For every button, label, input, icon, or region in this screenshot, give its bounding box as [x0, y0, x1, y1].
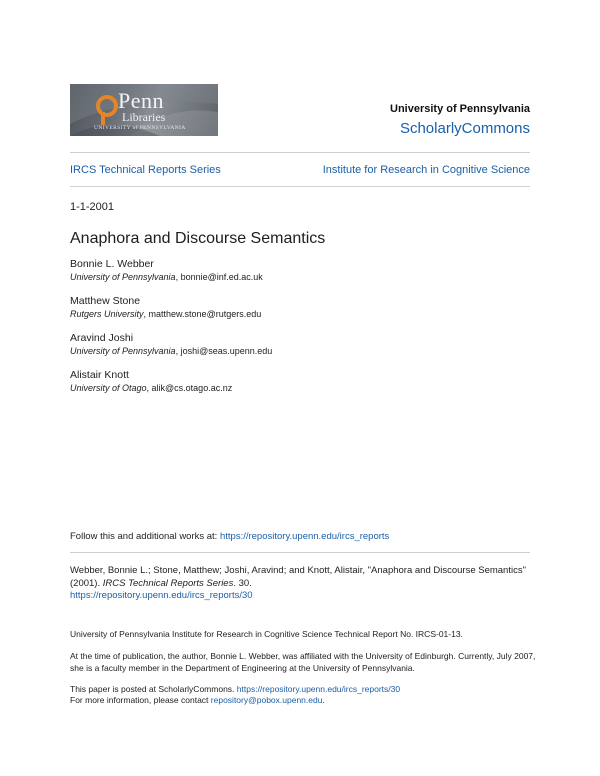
author-affiliation: University of Pennsylvania, bonnie@inf.ed.ac.uk: [70, 272, 263, 282]
paper-title[interactable]: Anaphora and Discourse Semantics: [70, 230, 326, 247]
author-name: Aravind Joshi: [70, 332, 134, 344]
logo-libraries-text: Libraries: [122, 110, 166, 124]
author-name: Bonnie L. Webber: [70, 258, 154, 270]
author-affiliation: University of Pennsylvania, joshi@seas.upenn.edu: [70, 346, 273, 356]
institute-link[interactable]: Institute for Research in Cognitive Science: [322, 164, 530, 176]
follow-line: [70, 531, 389, 542]
author-block: [70, 295, 261, 321]
logo-university-text: UNIVERSITY of PENNSYLVANIA: [94, 125, 186, 131]
posted-line: This paper is posted at ScholarlyCommons. https://repository.upenn.edu/ircs_reports/30: [70, 684, 401, 694]
follow-text: Follow this and additional works at:: [70, 531, 220, 542]
divider: [70, 186, 530, 187]
author-name: Matthew Stone: [70, 295, 141, 307]
report-number-note: University of Pennsylvania Institute for Research in Cognitive Science Technical Report No. IRCS-01-13.: [70, 629, 463, 639]
penn-shield-icon: [96, 92, 118, 126]
author-affiliation: University of Otago, alik@cs.otago.ac.nz: [70, 383, 233, 393]
author-block: [70, 369, 232, 395]
author-affiliation: Rutgers University, matthew.stone@rutgers.edu: [70, 309, 262, 319]
author-name: Alistair Knott: [70, 369, 129, 381]
author-block: [70, 332, 272, 358]
contact-line: For more information, please contact repository@pobox.upenn.edu.: [70, 695, 325, 705]
university-name[interactable]: University of Pennsylvania: [390, 103, 530, 115]
penn-libraries-logo[interactable]: [70, 84, 218, 136]
logo-penn-text: Penn: [118, 88, 164, 113]
recommended-citation: Webber, Bonnie L.; Stone, Matthew; Joshi, Aravind; and Knott, Alistair, "Anaphora and Discourse Semantics" (2001). IRCS Technical Reports Series. 30. https://repository.upenn.edu/ircs_reports/30: [70, 565, 526, 601]
author-block: [70, 258, 263, 284]
publication-date: 1-1-2001: [70, 201, 115, 213]
follow-link[interactable]: https://repository.upenn.edu/ircs_reports: [219, 531, 390, 542]
scholarlycommons-link[interactable]: ScholarlyCommons: [399, 120, 530, 137]
citation-link[interactable]: https://repository.upenn.edu/ircs_reports/30: [70, 590, 253, 601]
divider: [70, 552, 530, 553]
publication-note: At the time of publication, the author, Bonnie L. Webber, was affiliated with the University of Edinburgh. Currently, July 2007, she is a faculty member in the Department of Engineering at the University of Pennsylvania.: [70, 651, 536, 673]
divider: [70, 152, 530, 153]
contact-email-link[interactable]: repository@pobox.upenn.edu: [210, 695, 323, 705]
series-link[interactable]: IRCS Technical Reports Series: [70, 164, 221, 176]
posted-link[interactable]: https://repository.upenn.edu/ircs_reports/30: [236, 684, 401, 694]
